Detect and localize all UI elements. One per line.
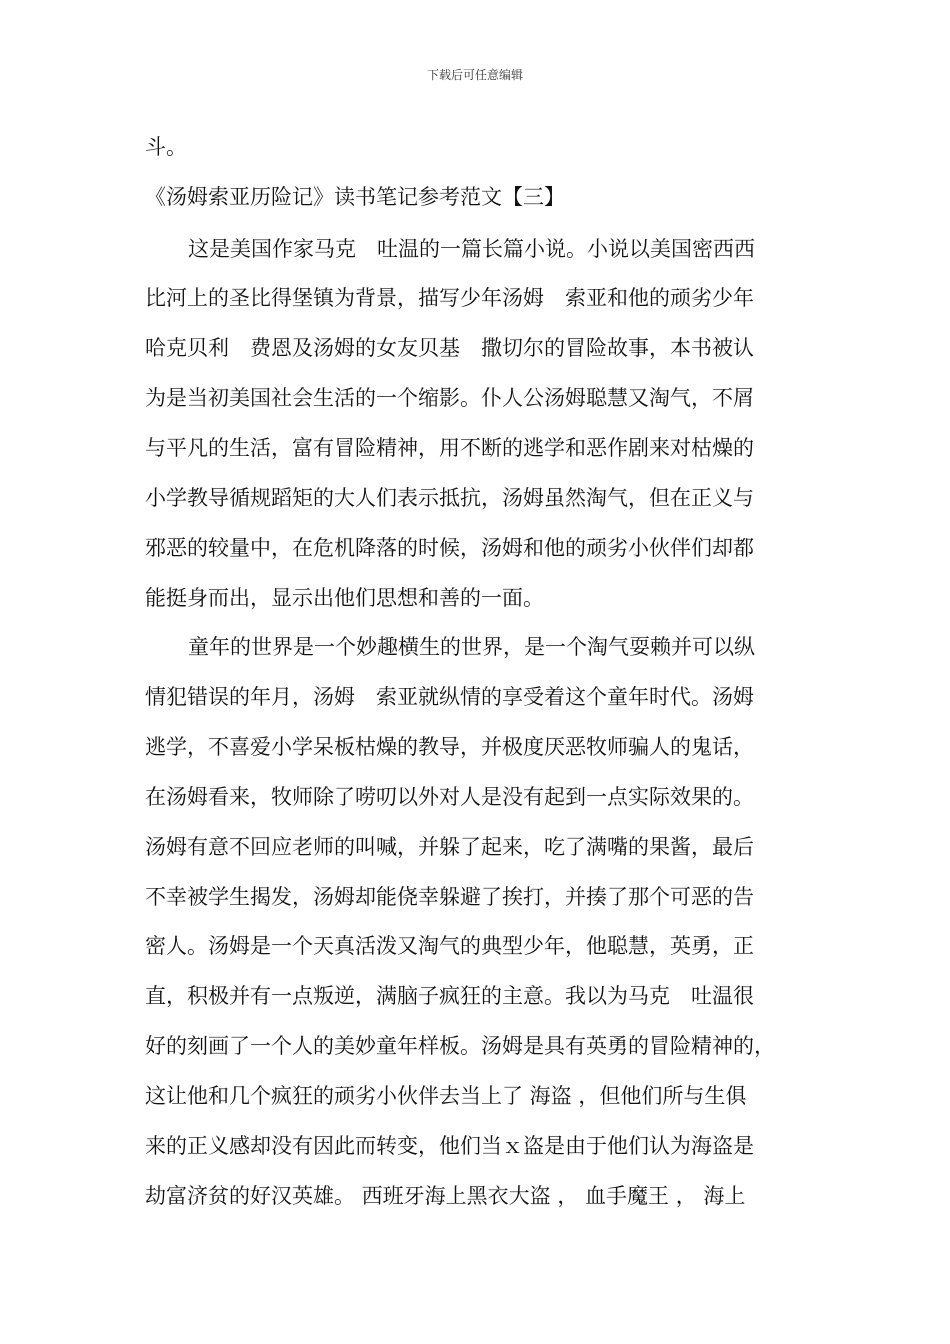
text-line: 汤姆有意不回应老师的叫喊，并躲了起来，吃了满嘴的果酱，最后 bbox=[145, 835, 754, 859]
text-line: 与平凡的生活，富有冒险精神，用不断的逃学和恶作剧来对枯燥的 bbox=[145, 436, 754, 460]
text-line: 在汤姆看来，牧师除了唠叨以外对人是没有起到一点实际效果的。 bbox=[145, 785, 754, 809]
page-header: 下载后可任意编辑 bbox=[426, 68, 523, 82]
text-line: 来的正义感却没有因此而转变，他们当ｘ盗是由于他们认为海盗是 bbox=[145, 1134, 754, 1158]
text-line: 为是当初美国社会生活的一个缩影。仆人公汤姆聪慧又淘气，不屑 bbox=[145, 386, 754, 410]
text-line: 这让他和几个疯狂的顽劣小伙伴去当上了 海盗 ，但他们所与生俱 bbox=[145, 1084, 747, 1108]
text-line: 情犯错误的年月，汤姆 索亚就纵情的享受着这个童年时代。汤姆 bbox=[145, 685, 754, 709]
text-line: 哈克贝利 费恩及汤姆的女友贝基 撒切尔的冒险故事，本书被认 bbox=[145, 336, 754, 360]
text-line: 比河上的圣比得堡镇为背景，描写少年汤姆 索亚和他的顽劣少年 bbox=[145, 286, 754, 310]
section-heading: 《汤姆索亚历险记》读书笔记参考范文【三】 bbox=[145, 185, 565, 209]
text-line: 逃学，不喜爱小学呆板枯燥的教导，并极度厌恶牧师骗人的鬼话， bbox=[145, 735, 754, 759]
text-line: 劫富济贫的好汉英雄。 西班牙海上黑衣大盗 ， 血手魔王 ， 海上 bbox=[145, 1184, 746, 1208]
text-line: 直，积极并有一点叛逆，满脑子疯狂的主意。我以为马克 吐温很 bbox=[145, 984, 754, 1008]
text-line: 这是美国作家马克 吐温的一篇长篇小说。小说以美国密西西 bbox=[188, 237, 755, 261]
text-line: 密人。汤姆是一个天真活泼又淘气的典型少年，他聪慧，英勇，正 bbox=[145, 934, 754, 958]
text-line: 好的刻画了一个人的美妙童年样板。汤姆是具有英勇的冒险精神的， bbox=[145, 1034, 775, 1058]
text-line: 小学教导循规蹈矩的大人们表示抵抗，汤姆虽然淘气，但在正义与 bbox=[145, 486, 754, 510]
text-line: 不幸被学生揭发，汤姆却能侥幸躲避了挨打，并揍了那个可恶的告 bbox=[145, 885, 754, 909]
text-line: 童年的世界是一个妙趣横生的世界，是一个淘气耍赖并可以纵 bbox=[188, 635, 755, 659]
text-line: 斗。 bbox=[145, 135, 187, 159]
text-line: 邪恶的较量中，在危机降落的时候，汤姆和他的顽劣小伙伴们却都 bbox=[145, 536, 754, 560]
text-line: 能挺身而出，显示出他们思想和善的一面。 bbox=[145, 586, 544, 610]
